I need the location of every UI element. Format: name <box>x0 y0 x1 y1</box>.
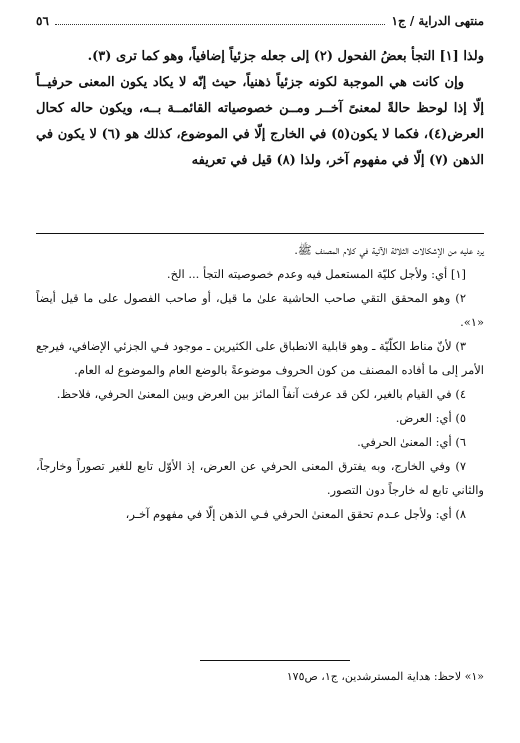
footnotes <box>36 238 484 526</box>
footnote-4: ٤) في القيام بالغير، لكن قد عرفت آنفاً المائز بين العرض وبين المعنىٰ الحرفي، فلاحظ. <box>56 387 466 401</box>
page-header <box>36 14 484 28</box>
reference-note: «١» لاحظ: هداية المسترشدين، ج١، ص١٧٥ <box>286 670 484 683</box>
main-text <box>36 44 484 174</box>
footnote-6: ٦) أي: المعنىٰ الحرفي. <box>357 435 466 449</box>
main-paragraph-2: وإن كانت هي الموجبة لكونه جزئياً ذهنياً، حيث إنّه لا يكاد يكون المعنى حرفيــاً إلّا إذا لوحظ حالةً لمعنىً آخــر ومــن خصوصياته القائمــة بــه، ويكون حاله كحال العرض(٤)، فكما لا يكون(٥) في الخارج إلّا في الموضوع، كذلك هو (٦) لا يكون في الذهن (٧) إلّا في مفهوم آخر، ولذا (٨) قيل في تعريفه <box>36 75 484 168</box>
footnote-7: ٧) وفي الخارج، وبه يفترق المعنى الحرفي عن العرض، إذ الأوّل تابع للغير تصوراً وخارجاً، والثاني تابع له خارجاً دون التصور. <box>36 459 484 497</box>
page-number: ٥٦ <box>36 14 49 28</box>
reference-separator <box>200 660 350 661</box>
header-dots <box>55 23 386 25</box>
book-title: منتهى الدراية / ج١ <box>391 14 484 28</box>
footnote-2: ٢) وهو المحقق التقي صاحب الحاشية علىٰ ما قيل، أو صاحب الفصول على ما قيل أيضاً «١». <box>36 291 484 329</box>
footnote-8: ٨) أي: ولأجل عـدم تحقق المعنىٰ الحرفي فـي الذهن إلّا في مفهوم آخـر، <box>125 507 466 521</box>
footnote-continuation: يرد عليه من الإشكالات الثلاثة الآتية في كلام المصنف ﷺ. <box>294 243 484 257</box>
footnote-separator <box>36 233 484 234</box>
footnote-5: ٥) أي: العرض. <box>395 411 466 425</box>
footnote-1: [١] أي: ولأجل كليّة المستعمل فيه وعدم خصوصيته التجأ ... الخ. <box>166 267 466 281</box>
footnote-3: ٣) لأنّ مناط الكلّيّة ـ وهو قابلية الانطباق على الكثيرين ـ موجود فـي الجزئي الإضافي، فيرجع الأمر إلى ما أفاده المصنف من كون الحروف موضوعةً بالوضع العام والموضوع له العام. <box>36 339 484 377</box>
main-paragraph-1: ولذا [١] التجأ بعضُ الفحول (٢) إلى جعله جزئياً إضافياً، وهو كما ترى (٣). <box>87 49 484 64</box>
